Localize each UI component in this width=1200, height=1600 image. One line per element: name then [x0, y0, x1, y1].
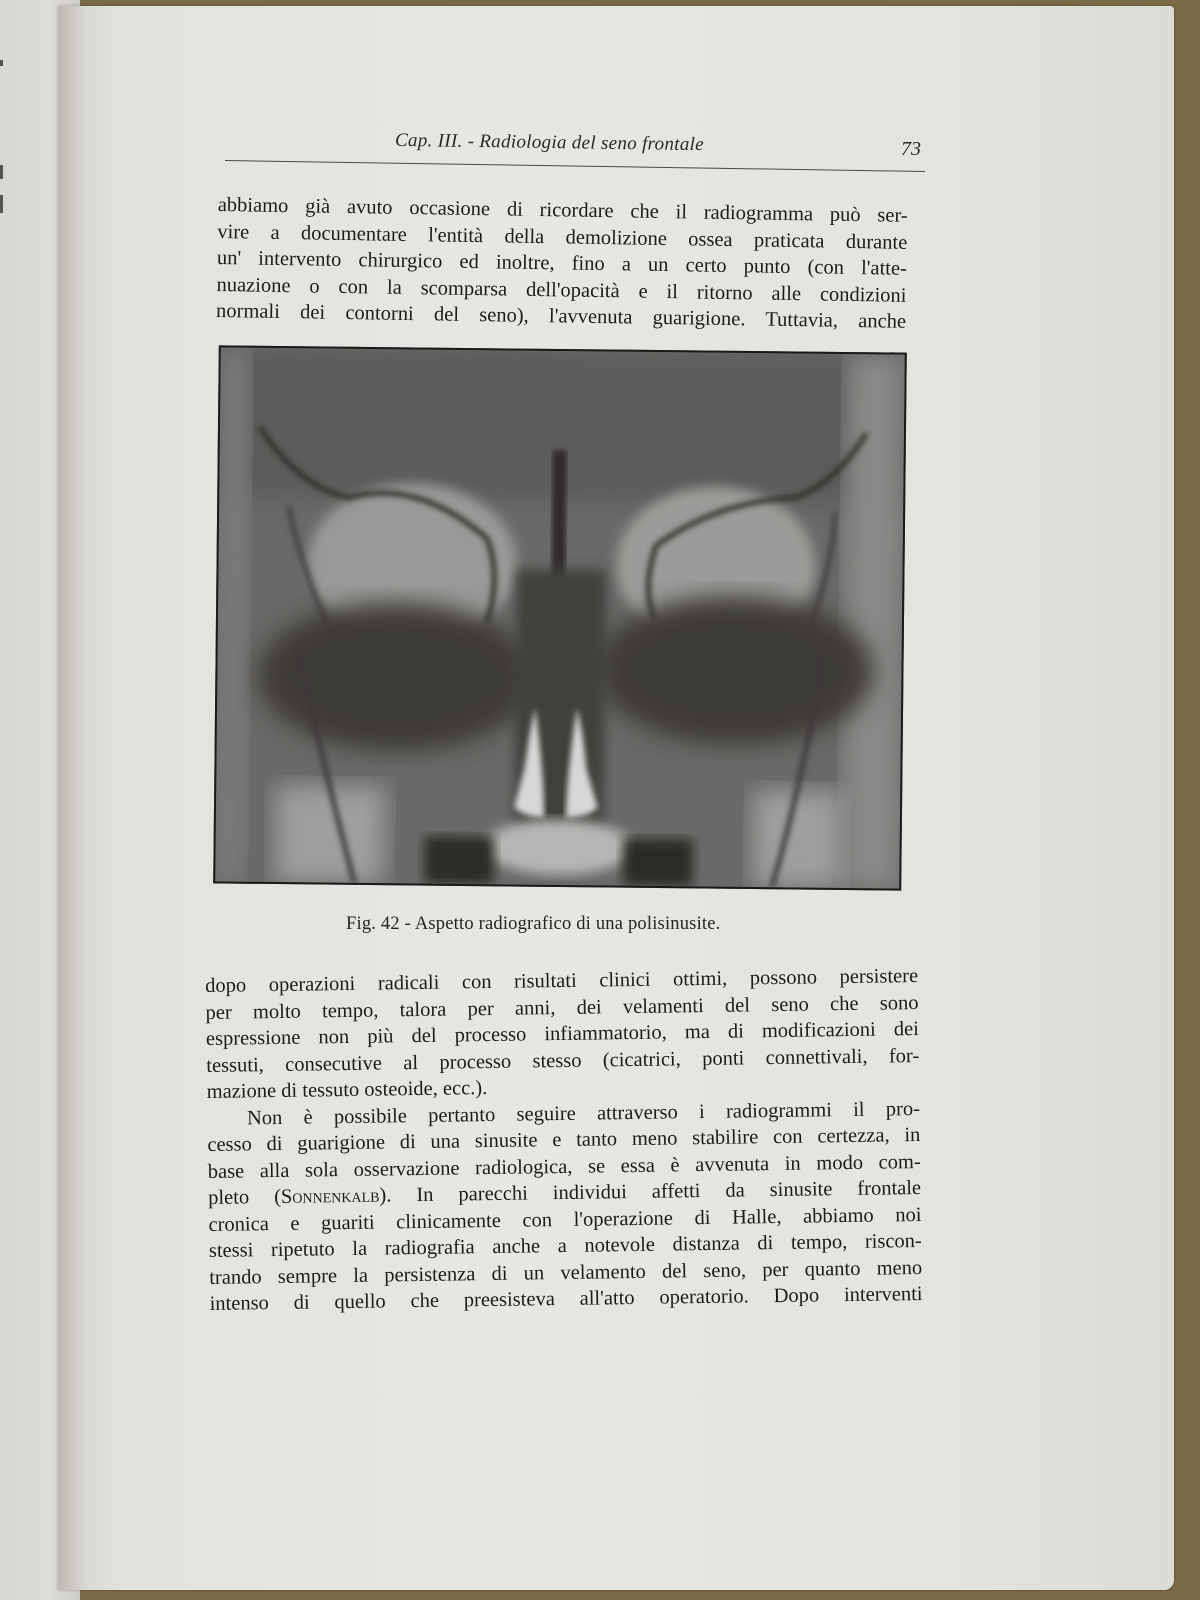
- author-citation: Sonnenkalb: [280, 1184, 380, 1208]
- text-line: dopo operazioni radicali con risultati clinici ottimi, possono persistere: [205, 965, 919, 997]
- spine-shadow: [58, 6, 88, 1590]
- previous-page-text-fragment: [0, 60, 3, 66]
- text-line: intenso di quello che preesisteva all'atto operatorio. Dopo interventi: [209, 1283, 923, 1315]
- text-line: espressione non più del processo infiammatorio, ma di modificazioni dei: [205, 1018, 920, 1050]
- figure-radiograph: [213, 345, 907, 890]
- previous-page-text-fragment: [0, 165, 3, 179]
- previous-page-text-fragment: [0, 195, 3, 213]
- bottom-text: [205, 963, 923, 1317]
- text-line: tessuti, consecutive al processo stesso (cicatrici, ponti connettivali, for-: [206, 1044, 920, 1077]
- radiograph-image: [215, 347, 905, 888]
- text-line: nuazione o con la scomparsa dell'opacità e il ritorno alle condizioni: [216, 273, 907, 307]
- running-head: Cap. III. - Radiologia del seno frontale: [394, 129, 705, 156]
- text-line: abbiamo già avuto occasione di ricordare che il radiogramma può ser-: [217, 193, 908, 227]
- text-line: vire a documentare l'entità della demolizione ossea praticata durante: [217, 220, 908, 254]
- text-line: un' intervento chirurgico ed inoltre, fino a un certo punto (con l'atte-: [216, 246, 908, 280]
- text-line: Non è possibile pertanto seguire attraverso i radiogrammi il pro-: [246, 1097, 921, 1129]
- text-fragment: pleto (: [207, 1185, 282, 1209]
- figure-caption: Fig. 42 - Aspetto radiografico di una polisinusite.: [346, 914, 721, 934]
- text-line: mazione di tessuto osteoide, ecc.).: [206, 1077, 488, 1103]
- text-line: normali dei contorni del seno), l'avvenuta guarigione. Tuttavia, anche: [215, 299, 907, 333]
- top-paragraph: [216, 192, 908, 335]
- header-rule: [225, 160, 925, 172]
- text-line: cronica e guariti clinicamente con l'operazione di Halle, abbiamo noi: [208, 1203, 922, 1236]
- text-line: trando sempre la persistenza di un velamento del seno, per quanto meno: [209, 1256, 923, 1289]
- text-line: cesso di guarigione di una sinusite e tanto meno stabilire con certezza, in: [207, 1124, 921, 1156]
- text-fragment: ). In parecchi individui affetti da sinusite frontale: [379, 1177, 922, 1207]
- text-line: base alla sola osservazione radiologica, se essa è avvenuta in modo com-: [207, 1150, 921, 1183]
- text-line: stessi ripetuto la radiografia anche a notevole distanza di tempo, riscon-: [208, 1230, 922, 1262]
- page-number: 73: [901, 138, 921, 160]
- page-header: [225, 128, 925, 174]
- text-line: per molto tempo, talora per anni, dei velamenti del seno che sono: [205, 991, 919, 1024]
